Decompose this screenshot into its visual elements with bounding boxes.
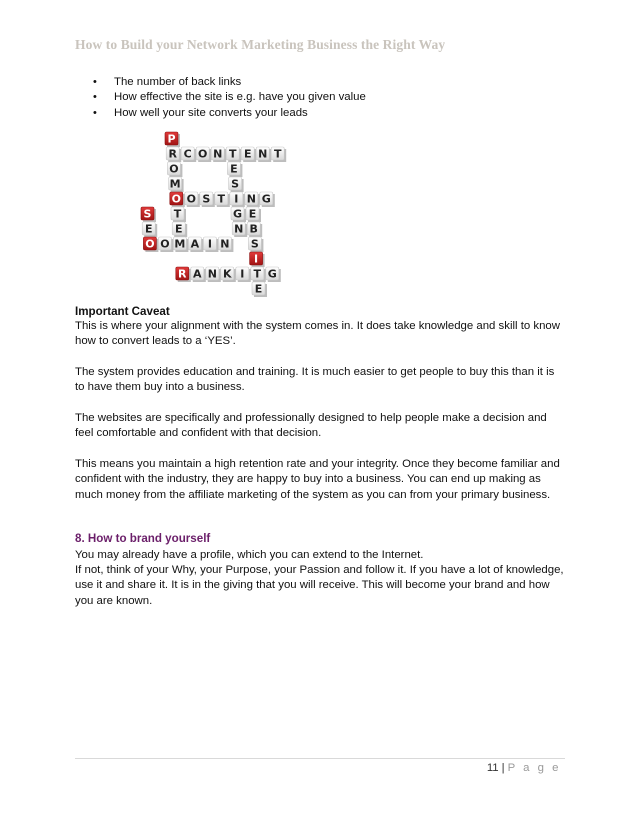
caveat-paragraph-2: The system provides education and training. It is much easier to get people to buy this than it is to have them buy into a business. xyxy=(75,366,555,394)
svg-text:E: E xyxy=(248,207,257,221)
svg-text:O: O xyxy=(169,162,179,176)
letter-tile xyxy=(142,222,157,237)
section-paragraph-1: You may already have a profile, which you can extend to the Internet. xyxy=(75,549,424,561)
letter-tile xyxy=(158,237,173,252)
svg-text:M: M xyxy=(169,177,181,191)
letter-tile xyxy=(245,192,260,207)
letter-tile xyxy=(176,267,191,282)
letter-tile xyxy=(143,237,158,252)
svg-text:G: G xyxy=(232,207,243,221)
letter-tile xyxy=(229,177,244,192)
svg-text:I: I xyxy=(254,252,259,266)
letter-tile xyxy=(185,192,200,207)
letter-tile xyxy=(256,147,271,162)
svg-text:A: A xyxy=(193,267,202,281)
letter-tile xyxy=(218,237,233,252)
svg-text:R: R xyxy=(168,147,177,161)
svg-text:N: N xyxy=(258,147,268,161)
svg-text:N: N xyxy=(207,267,217,281)
svg-text:M: M xyxy=(174,237,186,251)
letter-tile xyxy=(141,207,156,222)
svg-text:N: N xyxy=(234,222,244,236)
crossword-tiles-image xyxy=(112,128,302,298)
svg-text:C: C xyxy=(183,147,192,161)
svg-text:I: I xyxy=(234,192,239,206)
bullet-list xyxy=(93,75,366,121)
svg-text:G: G xyxy=(267,267,277,281)
svg-text:I: I xyxy=(240,267,245,281)
svg-text:O: O xyxy=(171,192,181,206)
letter-tile xyxy=(241,147,256,162)
list-item: • How effective the site is e.g. have you given value xyxy=(93,90,366,105)
letter-tile xyxy=(170,192,185,207)
svg-text:E: E xyxy=(254,282,263,296)
letter-tile xyxy=(169,177,184,192)
footer-divider xyxy=(75,758,565,759)
letter-tile xyxy=(167,162,182,177)
letter-tile xyxy=(211,147,226,162)
svg-text:T: T xyxy=(253,267,262,281)
svg-text:O: O xyxy=(198,147,208,161)
svg-text:R: R xyxy=(178,267,187,281)
letter-tile xyxy=(172,222,187,237)
letter-tile xyxy=(221,267,236,282)
letter-tile xyxy=(250,252,265,267)
letter-tile xyxy=(200,192,215,207)
letter-tile xyxy=(236,267,251,282)
letter-tile xyxy=(251,267,266,282)
section-paragraph-2: If not, think of your Why, your Purpose, your Passion and follow it. If you have a lot of knowledge, use it and share it. It is in the giving that you will receive. This will become your brand and how you are known. xyxy=(75,564,564,607)
letter-tile xyxy=(227,162,242,177)
page-footer xyxy=(487,762,561,774)
svg-text:O: O xyxy=(160,237,170,251)
svg-text:T: T xyxy=(273,147,282,161)
document-header: How to Build your Network Marketing Business the Right Way xyxy=(75,37,446,52)
letter-tile xyxy=(248,237,263,252)
svg-text:E: E xyxy=(243,147,252,161)
svg-text:A: A xyxy=(190,237,200,251)
svg-text:S: S xyxy=(250,237,259,251)
list-item: • How well your site converts your leads xyxy=(93,106,366,121)
svg-text:T: T xyxy=(228,147,237,161)
letter-tile xyxy=(181,147,196,162)
svg-text:S: S xyxy=(143,207,152,221)
letter-tile xyxy=(230,192,245,207)
letter-tile xyxy=(231,207,246,222)
svg-text:S: S xyxy=(231,177,240,191)
svg-text:K: K xyxy=(223,267,232,281)
svg-text:N: N xyxy=(220,237,230,251)
svg-text:E: E xyxy=(230,162,238,176)
letter-tile xyxy=(215,192,230,207)
letter-tile xyxy=(191,267,206,282)
page-number: 11 xyxy=(486,762,499,774)
svg-text:G: G xyxy=(261,192,271,206)
svg-text:I: I xyxy=(207,237,212,251)
letter-tile xyxy=(166,147,181,162)
letter-tile xyxy=(171,207,186,222)
caveat-paragraph-3: The websites are specifically and professionally designed to help people make a decision and feel comfortable and confident with that decision. xyxy=(75,412,547,440)
section-heading: 8. How to brand yourself xyxy=(75,532,211,545)
letter-tile xyxy=(188,237,203,252)
letter-tile xyxy=(260,192,275,207)
letter-tile xyxy=(173,237,188,252)
letter-tile xyxy=(252,282,267,297)
letter-tile xyxy=(247,222,262,237)
svg-text:P: P xyxy=(167,132,176,146)
svg-text:S: S xyxy=(202,192,211,206)
letter-tile xyxy=(203,237,218,252)
letter-tile xyxy=(271,147,286,162)
caveat-paragraph-1: This is where your alignment with the system comes in. It does take knowledge and skill to know how to convert leads to a ‘YES’. xyxy=(75,320,560,348)
caveat-heading: Important Caveat xyxy=(75,305,170,318)
letter-tile xyxy=(232,222,247,237)
letter-tile xyxy=(266,267,281,282)
letter-tile xyxy=(206,267,221,282)
letter-tile xyxy=(196,147,211,162)
svg-text:N: N xyxy=(213,147,223,161)
letter-tile xyxy=(226,147,241,162)
footer-separator: | xyxy=(501,762,505,774)
svg-text:O: O xyxy=(186,192,196,206)
letter-tile xyxy=(165,132,180,147)
letter-tile xyxy=(246,207,261,222)
svg-text:B: B xyxy=(249,222,258,236)
svg-text:E: E xyxy=(144,222,153,236)
svg-text:O: O xyxy=(145,237,155,251)
list-item: • The number of back links xyxy=(93,75,366,90)
caveat-paragraph-4: This means you maintain a high retention rate and your integrity. Once they become familiar and confident with the industry, they are happy to buy into a business. You can end up making as much money from the affiliate marketing of the system as you can from your primary business. xyxy=(75,458,560,501)
svg-text:N: N xyxy=(246,192,256,206)
page-label: P a g e xyxy=(507,762,561,774)
svg-text:T: T xyxy=(217,192,226,206)
svg-text:T: T xyxy=(173,207,182,221)
svg-text:E: E xyxy=(174,222,183,236)
